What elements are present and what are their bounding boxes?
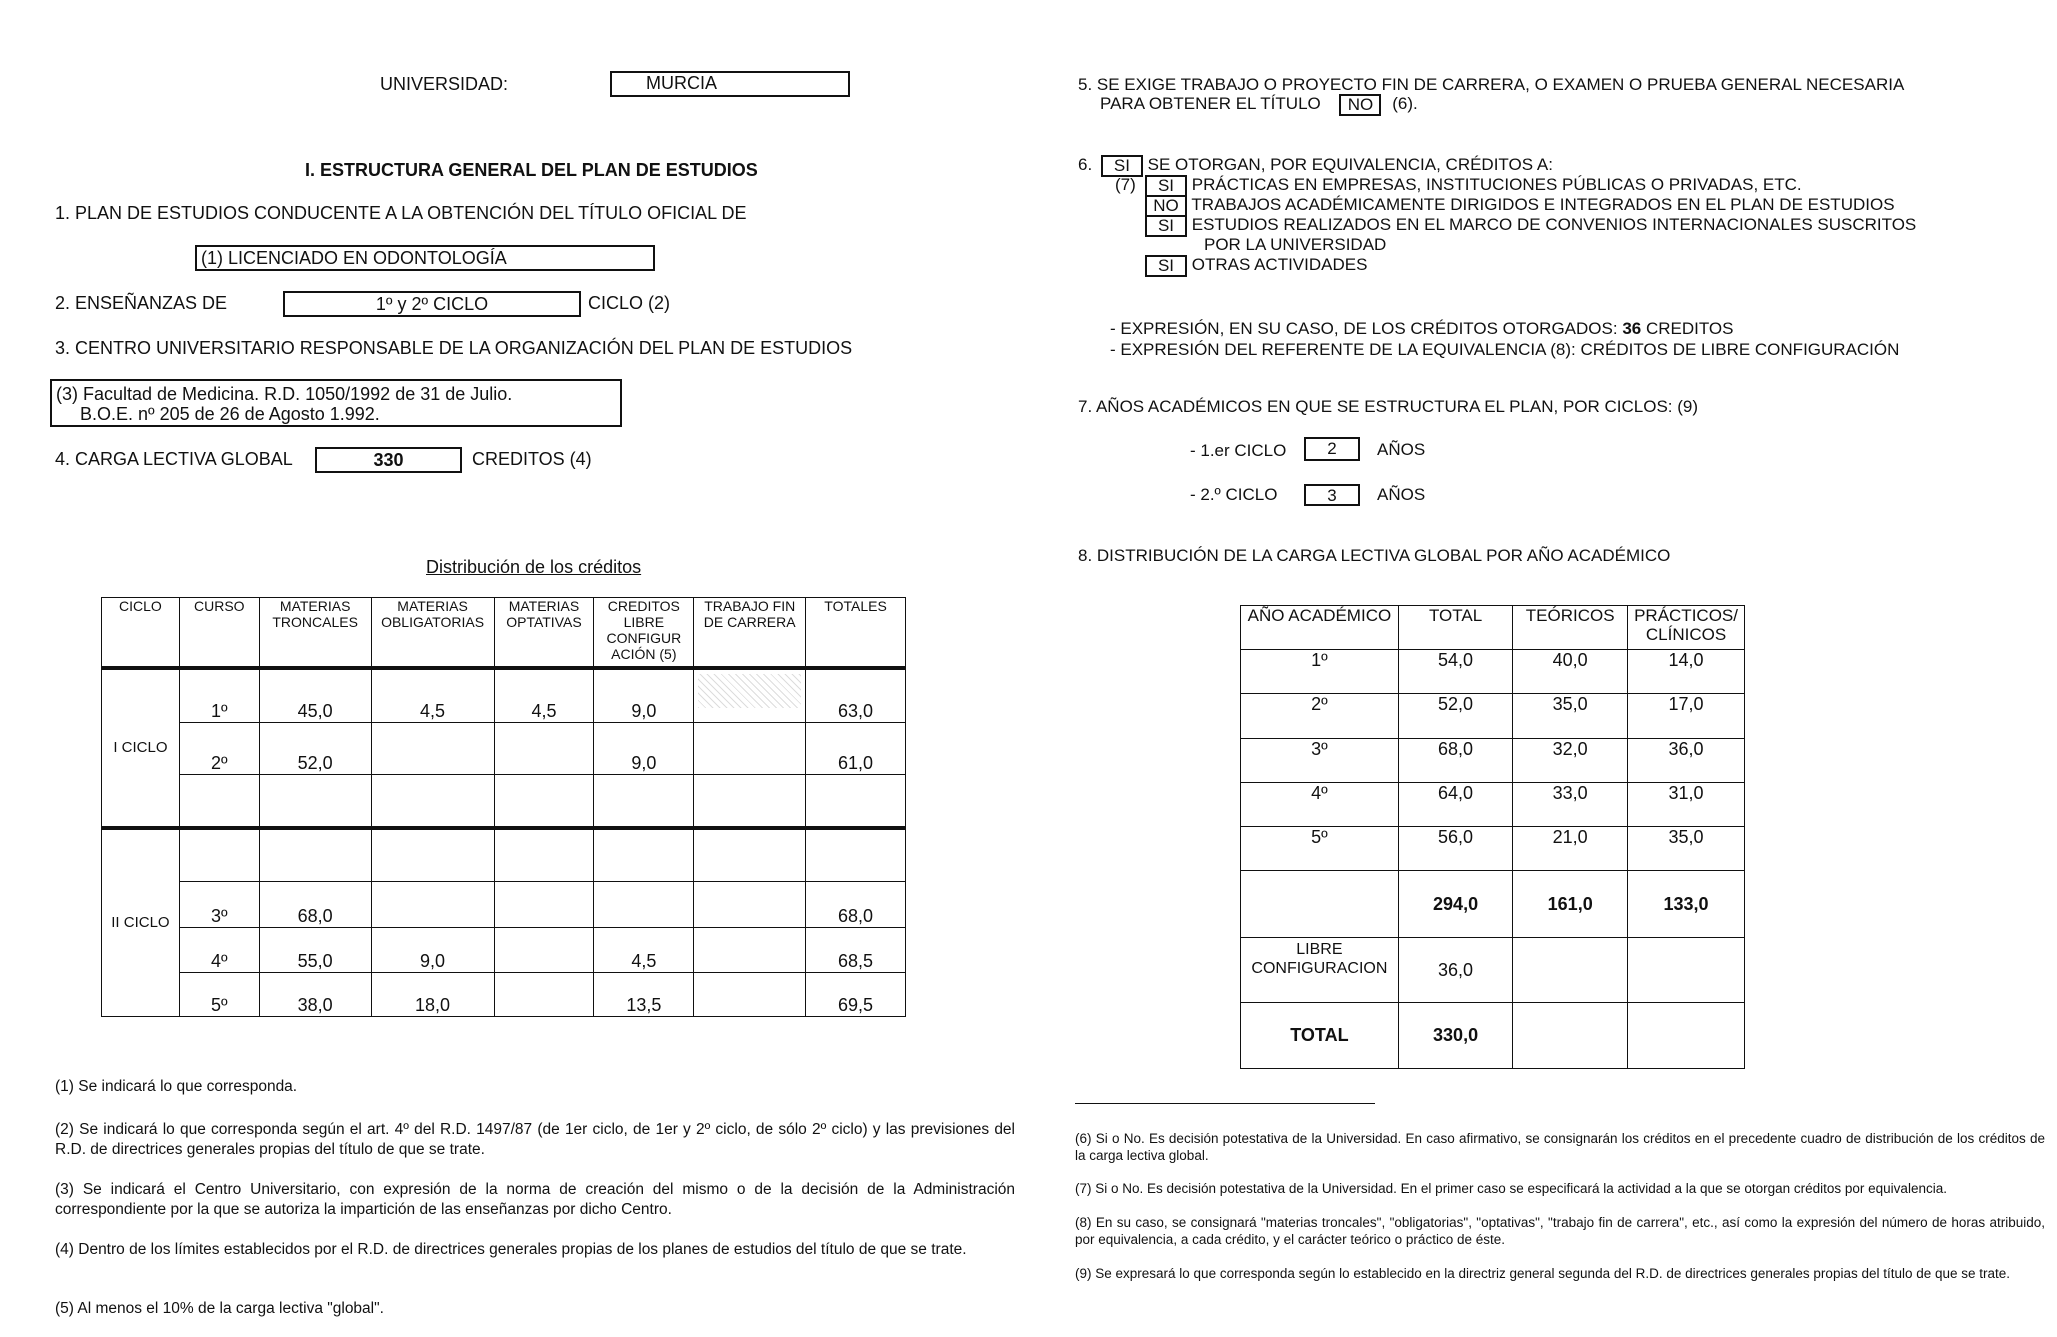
table-cell: 32,0 bbox=[1513, 739, 1628, 783]
table-cell bbox=[371, 723, 494, 775]
table-cell: 54,0 bbox=[1398, 650, 1512, 694]
ciclo1-unit: AÑOS bbox=[1377, 440, 1426, 459]
table-cell: 4,5 bbox=[494, 668, 594, 723]
item4-suffix: CREDITOS (4) bbox=[472, 449, 592, 469]
table-cell bbox=[694, 775, 806, 828]
table-cell bbox=[371, 882, 494, 928]
table-row bbox=[1241, 650, 1745, 694]
annual-header-row bbox=[1241, 606, 1745, 650]
table-row bbox=[1241, 938, 1745, 1003]
table-cell bbox=[594, 775, 694, 828]
table-cell: 33,0 bbox=[1513, 783, 1628, 827]
table-row bbox=[1241, 694, 1745, 739]
item8-label: 8. DISTRIBUCIÓN DE LA CARGA LECTIVA GLOBAL POR AÑO ACADÉMICO bbox=[1078, 546, 1671, 565]
table-row bbox=[102, 828, 906, 882]
option-practicas-value: SI bbox=[1145, 175, 1187, 197]
table-cell: 4,5 bbox=[594, 928, 694, 973]
ensenanzas-value: 1º y 2º CICLO bbox=[283, 291, 581, 317]
sum-practicos-cell: 133,0 bbox=[1628, 871, 1745, 938]
table-cell bbox=[1513, 1003, 1628, 1069]
table-cell: 38,0 bbox=[259, 973, 371, 1017]
total-label: TOTAL bbox=[1241, 1003, 1399, 1069]
table-cell bbox=[806, 828, 906, 882]
table-cell bbox=[494, 775, 594, 828]
table-cell: 52,0 bbox=[1398, 694, 1512, 739]
distribution-table bbox=[101, 597, 906, 1017]
header-troncales: MATERIAS TRONCALES bbox=[259, 598, 371, 668]
note-4: (4) Dentro de los límites establecidos por el R.D. de directrices generales propias de los planes de estudios del título de que se trate. bbox=[55, 1241, 967, 1258]
table-cell: 52,0 bbox=[259, 723, 371, 775]
table-cell bbox=[259, 828, 371, 882]
table-cell bbox=[694, 668, 806, 723]
table-cell: 9,0 bbox=[371, 928, 494, 973]
table-cell: 35,0 bbox=[1628, 827, 1745, 871]
libre-configuracion-label: LIBRE CONFIGURACION bbox=[1241, 938, 1399, 1003]
header-ano: AÑO ACADÉMICO bbox=[1241, 606, 1399, 650]
table-row bbox=[1241, 783, 1745, 827]
item6-number: 6. bbox=[1078, 155, 1093, 174]
table-cell bbox=[594, 882, 694, 928]
table-cell bbox=[694, 882, 806, 928]
ciclo-2-cell: II CICLO bbox=[102, 828, 180, 1017]
note-3: (3) Se indicará el Centro Universitario, con expresión de la norma de creación del mismo o de la decisión de la Administración correspondiente por la que se autoriza la impartición de las enseñanzas por dicho Centro. bbox=[55, 1181, 1015, 1218]
table-cell: 45,0 bbox=[259, 668, 371, 723]
table-row bbox=[102, 668, 906, 723]
table-cell: 2º bbox=[1241, 694, 1399, 739]
item7-label: 7. AÑOS ACADÉMICOS EN QUE SE ESTRUCTURA EL PLAN, POR CICLOS: (9) bbox=[1078, 397, 1699, 416]
header-total: TOTAL bbox=[1398, 606, 1512, 650]
note-7: (7) Si o No. Es decisión potestativa de la Universidad. En el primer caso se especificará la actividad a la que se otorgan créditos por equivalencia. bbox=[1075, 1181, 1947, 1196]
table-cell: 9,0 bbox=[594, 723, 694, 775]
table-cell: 3º bbox=[1241, 739, 1399, 783]
table-cell: 64,0 bbox=[1398, 783, 1512, 827]
table-row bbox=[1241, 1003, 1745, 1069]
centro-box bbox=[50, 379, 622, 427]
header-optativas: MATERIAS OPTATIVAS bbox=[494, 598, 594, 668]
distribution-header-row bbox=[102, 598, 906, 668]
header-curso: CURSO bbox=[179, 598, 259, 668]
table-cell: 68,5 bbox=[806, 928, 906, 973]
table-cell bbox=[494, 973, 594, 1017]
table-cell: 40,0 bbox=[1513, 650, 1628, 694]
header-teoricos: TEÓRICOS bbox=[1513, 606, 1628, 650]
equivalencia-value: SI bbox=[1101, 155, 1143, 177]
table-cell bbox=[494, 723, 594, 775]
item6-ref: (7) bbox=[1115, 175, 1136, 194]
table-row bbox=[102, 723, 906, 775]
table-cell: 35,0 bbox=[1513, 694, 1628, 739]
table-cell: 4º bbox=[179, 928, 259, 973]
header-obligatorias: MATERIAS OBLIGATORIAS bbox=[371, 598, 494, 668]
header-totales: TOTALES bbox=[806, 598, 906, 668]
table-cell: 68,0 bbox=[806, 882, 906, 928]
table-cell bbox=[694, 928, 806, 973]
item5-line1: 5. SE EXIGE TRABAJO O PROYECTO FIN DE CARRERA, O EXAMEN O PRUEBA GENERAL NECESARIA bbox=[1078, 75, 1905, 94]
table-cell: 18,0 bbox=[371, 973, 494, 1017]
table-cell: 55,0 bbox=[259, 928, 371, 973]
item1-label: 1. PLAN DE ESTUDIOS CONDUCENTE A LA OBTENCIÓN DEL TÍTULO OFICIAL DE bbox=[55, 203, 747, 223]
option-otras-label: OTRAS ACTIVIDADES bbox=[1191, 255, 1368, 274]
table-cell bbox=[494, 828, 594, 882]
ciclo1-years: 2 bbox=[1304, 437, 1360, 461]
table-cell bbox=[694, 828, 806, 882]
note-2: (2) Se indicará lo que corresponda según el art. 4º del R.D. 1497/87 (de 1er ciclo, de 1er y 2º ciclo, de sólo 2º ciclo) y las previsiones del R.D. de directrices generales propias del título de que se trate. bbox=[55, 1121, 1015, 1158]
creditos-otorgados-value: 36 bbox=[1622, 319, 1642, 338]
header-libre-configuracion: CREDITOS LIBRE CONFIGUR ACIÓN (5) bbox=[594, 598, 694, 668]
ciclo2-years: 3 bbox=[1304, 484, 1360, 506]
table-cell: 68,0 bbox=[1398, 739, 1512, 783]
distribution-title: Distribución de los créditos bbox=[426, 557, 642, 577]
table-cell: 31,0 bbox=[1628, 783, 1745, 827]
note-8: (8) En su caso, se consignará "materias troncales", "obligatorias", "optativas", "trabajo fin de carrera", etc., así como la expresión del número de horas atribuido, por equivalencia, a cada crédito, y el carácter teórico o práctico de éste. bbox=[1075, 1215, 2045, 1247]
table-cell bbox=[1628, 1003, 1745, 1069]
note-1: (1) Se indicará lo que corresponda. bbox=[55, 1078, 298, 1095]
titulo-value: (1) LICENCIADO EN ODONTOLOGÍA bbox=[195, 245, 655, 271]
header-trabajo-fin: TRABAJO FIN DE CARRERA bbox=[694, 598, 806, 668]
option-otras bbox=[1145, 254, 1367, 277]
item2-suffix: CICLO (2) bbox=[588, 293, 671, 313]
table-cell bbox=[179, 775, 259, 828]
ciclo1-label: - 1.er CICLO bbox=[1190, 441, 1287, 460]
option-practicas-label: PRÁCTICAS EN EMPRESAS, INSTITUCIONES PÚBLICAS O PRIVADAS, ETC. bbox=[1191, 175, 1802, 194]
table-cell: 68,0 bbox=[259, 882, 371, 928]
item4-label: 4. CARGA LECTIVA GLOBAL bbox=[55, 449, 293, 469]
table-row bbox=[1241, 827, 1745, 871]
item5-line2: PARA OBTENER EL TÍTULO NO (6). bbox=[1100, 94, 1418, 114]
table-row bbox=[102, 775, 906, 828]
table-cell: 3º bbox=[179, 882, 259, 928]
item5-suffix: (6). bbox=[1392, 94, 1418, 113]
annual-table bbox=[1240, 605, 1745, 1069]
table-row bbox=[102, 928, 906, 973]
centro-line1: (3) Facultad de Medicina. R.D. 1050/1992 de 31 de Julio. bbox=[56, 384, 513, 404]
option-convenios-label: ESTUDIOS REALIZADOS EN EL MARCO DE CONVENIOS INTERNACIONALES SUSCRITOS bbox=[1191, 215, 1917, 234]
ciclo-1-cell: I CICLO bbox=[102, 668, 180, 828]
table-row bbox=[1241, 871, 1745, 938]
universidad-label: UNIVERSIDAD: bbox=[380, 74, 509, 94]
table-row bbox=[1241, 739, 1745, 783]
header-practicos: PRÁCTICOS/ CLÍNICOS bbox=[1628, 606, 1745, 650]
option-convenios-value: SI bbox=[1145, 215, 1187, 237]
table-cell bbox=[594, 828, 694, 882]
header-ciclo: CICLO bbox=[102, 598, 180, 668]
option-otras-value: SI bbox=[1145, 255, 1187, 277]
option-trabajos-value: NO bbox=[1145, 195, 1187, 217]
table-cell: 61,0 bbox=[806, 723, 906, 775]
note-5: (5) Al menos el 10% de la carga lectiva "global". bbox=[55, 1300, 384, 1317]
table-cell: 1º bbox=[1241, 650, 1399, 694]
table-cell: 9,0 bbox=[594, 668, 694, 723]
item6-expr1: - EXPRESIÓN, EN SU CASO, DE LOS CRÉDITOS OTORGADOS: 36 CREDITOS bbox=[1110, 319, 1734, 338]
table-cell bbox=[371, 775, 494, 828]
table-cell bbox=[1513, 938, 1628, 1003]
sum-teoricos-cell: 161,0 bbox=[1513, 871, 1628, 938]
ciclo2-label: - 2.º CICLO bbox=[1190, 485, 1278, 504]
table-cell: 13,5 bbox=[594, 973, 694, 1017]
item2-label: 2. ENSEÑANZAS DE bbox=[55, 293, 228, 313]
note-6: (6) Si o No. Es decisión potestativa de la Universidad. En caso afirmativo, se consignarán los créditos en el precedente cuadro de distribución de los créditos de la carga lectiva global. bbox=[1075, 1131, 2045, 1163]
table-cell: 2º bbox=[179, 723, 259, 775]
table-cell bbox=[494, 928, 594, 973]
table-cell bbox=[371, 828, 494, 882]
grand-total-cell: 330,0 bbox=[1398, 1003, 1512, 1069]
universidad-value: MURCIA bbox=[610, 71, 850, 97]
table-cell bbox=[806, 775, 906, 828]
table-cell: 4,5 bbox=[371, 668, 494, 723]
table-cell: 4º bbox=[1241, 783, 1399, 827]
table-cell: 17,0 bbox=[1628, 694, 1745, 739]
ciclo2-unit: AÑOS bbox=[1377, 485, 1426, 504]
table-cell: 56,0 bbox=[1398, 827, 1512, 871]
centro-line2: B.O.E. nº 205 de 26 de Agosto 1.992. bbox=[80, 404, 380, 424]
table-cell: 14,0 bbox=[1628, 650, 1745, 694]
table-cell bbox=[1241, 871, 1399, 938]
table-cell: 63,0 bbox=[806, 668, 906, 723]
option-trabajos-label: TRABAJOS ACADÉMICAMENTE DIRIGIDOS E INTEGRADOS EN EL PLAN DE ESTUDIOS bbox=[1191, 195, 1895, 214]
note-9: (9) Se expresará lo que corresponda según lo establecido en la directriz general segunda del R.D. de directrices generales propias del título de que se trate. bbox=[1075, 1266, 2011, 1281]
item3-label: 3. CENTRO UNIVERSITARIO RESPONSABLE DE LA ORGANIZACIÓN DEL PLAN DE ESTUDIOS bbox=[55, 338, 853, 358]
table-cell bbox=[694, 973, 806, 1017]
table-cell: 5º bbox=[179, 973, 259, 1017]
carga-value: 330 bbox=[315, 447, 462, 473]
table-cell: 1º bbox=[179, 668, 259, 723]
item6-label: SE OTORGAN, POR EQUIVALENCIA, CRÉDITOS A: bbox=[1147, 155, 1553, 174]
footnote-divider bbox=[1075, 1103, 1375, 1104]
table-row bbox=[102, 973, 906, 1017]
table-cell bbox=[1628, 938, 1745, 1003]
option-convenios-label2: POR LA UNIVERSIDAD bbox=[1204, 235, 1387, 254]
trabajo-fin-value: NO bbox=[1339, 94, 1381, 116]
item6-expr2: - EXPRESIÓN DEL REFERENTE DE LA EQUIVALENCIA (8): CRÉDITOS DE LIBRE CONFIGURACIÓN bbox=[1110, 340, 1900, 359]
table-cell bbox=[694, 723, 806, 775]
table-cell bbox=[259, 775, 371, 828]
table-row bbox=[102, 882, 906, 928]
table-cell bbox=[494, 882, 594, 928]
table-cell: 5º bbox=[1241, 827, 1399, 871]
table-cell: 36,0 bbox=[1398, 938, 1512, 1003]
sum-total-cell: 294,0 bbox=[1398, 871, 1512, 938]
table-cell bbox=[179, 828, 259, 882]
table-cell: 21,0 bbox=[1513, 827, 1628, 871]
section-title: I. ESTRUCTURA GENERAL DEL PLAN DE ESTUDIOS bbox=[305, 160, 758, 180]
table-cell: 69,5 bbox=[806, 973, 906, 1017]
table-cell: 36,0 bbox=[1628, 739, 1745, 783]
